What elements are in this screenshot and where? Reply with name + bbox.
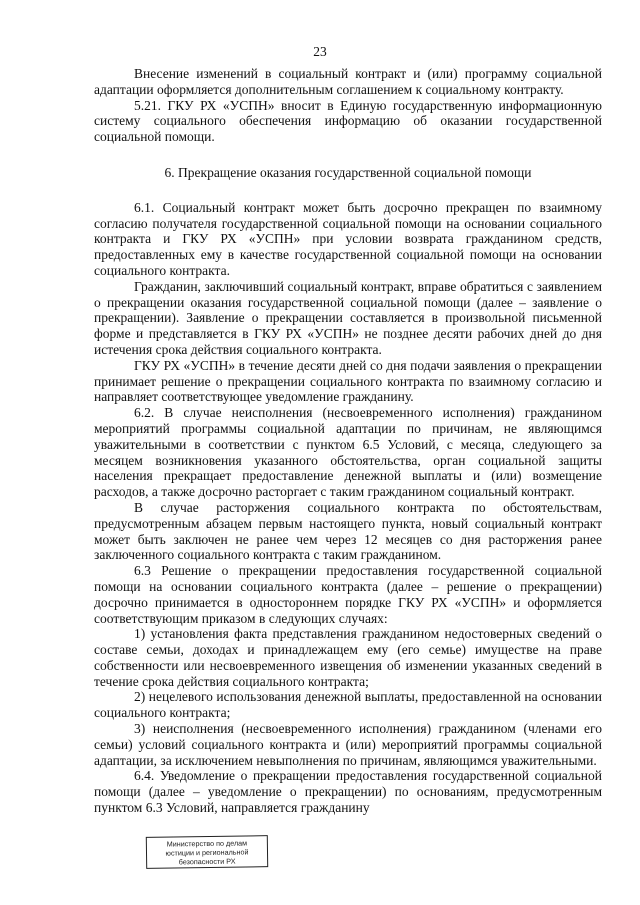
- section-heading-6: 6. Прекращение оказания государственной социальной помощи: [164, 164, 532, 180]
- paragraph-amendment-note: Внесение изменений в социальный контракт и (или) программу социальной адаптации оформляется дополнительным соглашением к социальному контракту.: [94, 66, 602, 97]
- paragraph-6-4: 6.4. Уведомление о прекращении предоставления государственной социальной помощи (далее – уведомление о прекращении) по основаниям, предусмотренным пунктом 6.3 Условий, направляется гражданину: [94, 768, 602, 816]
- list-item-6-3-1: 1) установления факта представления гражданином недостоверных сведений о составе семьи, доходах и принадлежащем ему (его семье) имуществе на праве собственности или несвоевременного извещения об изменении указанных сведений в течение срока действия социального контракта;: [94, 626, 602, 689]
- page-number: 23: [313, 44, 327, 59]
- list-item-6-3-3: 3) неисполнения (несвоевременного исполнения) гражданином (членами его семьи) условий социального контракта и (или) мероприятий программы социальной адаптации, за исключением невыполнения по причинам, являющимся уважительными.: [94, 721, 602, 768]
- stamp-line-3: безопасности РХ: [178, 856, 236, 867]
- paragraph-6-1-application: Гражданин, заключивший социальный контракт, вправе обратиться с заявлением о прекращении оказания государственной социальной помощи (далее – заявление о прекращении). Заявление о прекращении составляется в произвольной письменной форме и представляется в ГКУ РХ «УСПН» не позднее десяти рабочих дней до дня истечения срока действия социального контракта.: [94, 278, 602, 357]
- paragraph-6-2: 6.2. В случае неисполнения (несвоевременного исполнения) гражданином мероприятий программы социальной адаптации по причинам, не являющимся уважительными в соответствии с пунктом 6.5 Условий, с месяца, следующего за месяцем возникновения указанного обстоятельства, орган социальной защиты населения прекращает предоставление денежной выплаты и (или) возмещение расходов, а также досрочно расторгает с таким гражданином социальный контракт.: [94, 405, 602, 500]
- document-body: [94, 66, 602, 816]
- paragraph-5-21: 5.21. ГКУ РХ «УСПН» вносит в Единую государственную информационную систему социального обеспечения информацию об оказании государственной социальной помощи.: [94, 97, 602, 145]
- stamp-line-1: Министерство по делам: [166, 838, 248, 849]
- paragraph-6-3: 6.3 Решение о прекращении предоставления государственной социальной помощи на основании социального контракта (далее – решение о прекращении) досрочно принимается в одностороннем порядке ГКУ РХ «УСПН» и оформляется соответствующим приказом в следующих случаях:: [94, 563, 602, 626]
- paragraph-6-1: 6.1. Социальный контракт может быть досрочно прекращен по взаимному согласию получателя государственной социальной помощи на основании социального контракта и ГКУ РХ «УСПН» при условии возврата гражданином средств, предоставленных ему в качестве государственной социальной помощи на основании социального контракта.: [94, 199, 602, 278]
- paragraph-6-1-decision: ГКУ РХ «УСПН» в течение десяти дней со дня подачи заявления о прекращении принимает решение о прекращении социального контракта по взаимному согласию и направляет соответствующее уведомление гражданину.: [94, 357, 602, 405]
- ministry-stamp: [146, 835, 268, 869]
- paragraph-6-2-termination: В случае расторжения социального контракта по обстоятельствам, предусмотренным абзацем первым настоящего пункта, новый социальный контракт может быть заключен не ранее чем через 12 месяцев со дня расторжения ранее заключенного социального контракта с таким гражданином.: [94, 499, 602, 563]
- list-item-6-3-2: 2) нецелевого использования денежной выплаты, предоставленной на основании социального контракта;: [94, 689, 602, 721]
- stamp-line-2: юстиции и региональной: [165, 847, 249, 858]
